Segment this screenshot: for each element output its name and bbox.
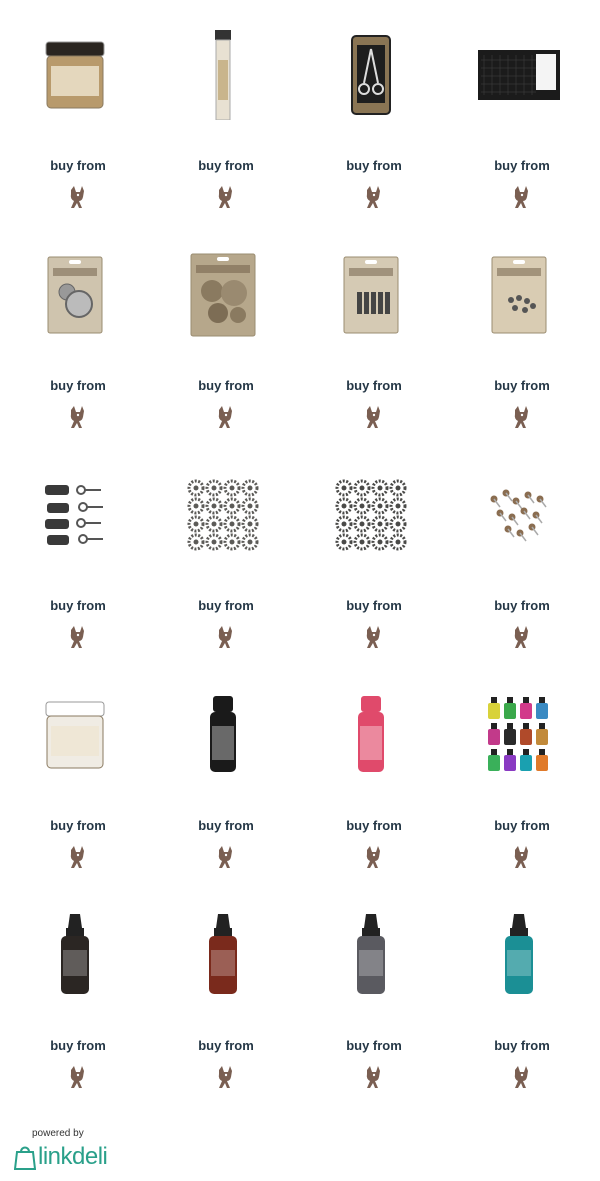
buy-from-link[interactable]: buy from <box>346 818 402 833</box>
product-card <box>296 880 444 1100</box>
dog-shop-icon[interactable] <box>214 406 236 430</box>
buy-from-link[interactable]: buy from <box>494 158 550 173</box>
dog-shop-icon[interactable] <box>510 626 532 650</box>
buy-from-link[interactable]: buy from <box>346 598 402 613</box>
product-image[interactable] <box>316 460 426 570</box>
product-card <box>296 0 444 220</box>
product-card <box>0 880 148 1100</box>
buy-from-link[interactable]: buy from <box>494 378 550 393</box>
dog-shop-icon[interactable] <box>362 186 384 210</box>
linkdeli-logo[interactable] <box>14 1143 134 1171</box>
buy-from-link[interactable]: buy from <box>346 158 402 173</box>
buy-from-link[interactable]: buy from <box>50 158 106 173</box>
product-row <box>0 220 600 440</box>
product-card <box>148 880 296 1100</box>
product-image[interactable] <box>316 680 426 790</box>
powered-by-label: powered by <box>32 1128 84 1139</box>
buy-from-link[interactable]: buy from <box>494 818 550 833</box>
product-row <box>0 440 600 660</box>
dog-shop-icon[interactable] <box>362 406 384 430</box>
product-image[interactable] <box>20 460 130 570</box>
product-card <box>0 660 148 880</box>
dog-shop-icon[interactable] <box>66 186 88 210</box>
product-card <box>444 220 592 440</box>
buy-from-link[interactable]: buy from <box>50 378 106 393</box>
dog-shop-icon[interactable] <box>214 626 236 650</box>
product-image[interactable] <box>316 240 426 350</box>
product-card <box>444 440 592 660</box>
product-card <box>296 660 444 880</box>
dog-shop-icon[interactable] <box>66 626 88 650</box>
product-image[interactable] <box>168 900 278 1010</box>
product-card <box>148 660 296 880</box>
product-image[interactable] <box>464 460 574 570</box>
brand-name: linkdeli <box>38 1143 108 1170</box>
dog-shop-icon[interactable] <box>214 1066 236 1090</box>
dog-shop-icon[interactable] <box>510 406 532 430</box>
product-image[interactable] <box>464 680 574 790</box>
product-image[interactable] <box>168 680 278 790</box>
buy-from-link[interactable]: buy from <box>346 1038 402 1053</box>
product-card <box>0 440 148 660</box>
dog-shop-icon[interactable] <box>66 1066 88 1090</box>
product-card <box>148 220 296 440</box>
product-image[interactable] <box>168 240 278 350</box>
product-image[interactable] <box>464 900 574 1010</box>
product-image[interactable] <box>20 240 130 350</box>
buy-from-link[interactable]: buy from <box>198 818 254 833</box>
product-image[interactable] <box>20 680 130 790</box>
dog-shop-icon[interactable] <box>510 186 532 210</box>
buy-from-link[interactable]: buy from <box>50 818 106 833</box>
dog-shop-icon[interactable] <box>214 186 236 210</box>
dog-shop-icon[interactable] <box>362 626 384 650</box>
product-card <box>296 220 444 440</box>
dog-shop-icon[interactable] <box>66 846 88 870</box>
product-image[interactable] <box>464 240 574 350</box>
dog-shop-icon[interactable] <box>362 1066 384 1090</box>
buy-from-link[interactable]: buy from <box>494 1038 550 1053</box>
product-image[interactable] <box>168 20 278 130</box>
dog-shop-icon[interactable] <box>510 846 532 870</box>
shopping-bag-icon <box>14 1144 36 1170</box>
buy-from-link[interactable]: buy from <box>198 378 254 393</box>
product-card <box>0 220 148 440</box>
buy-from-link[interactable]: buy from <box>198 158 254 173</box>
dog-shop-icon[interactable] <box>66 406 88 430</box>
product-card <box>444 880 592 1100</box>
product-card <box>444 0 592 220</box>
buy-from-link[interactable]: buy from <box>198 1038 254 1053</box>
powered-by-footer[interactable] <box>14 1128 134 1178</box>
product-image[interactable] <box>464 20 574 130</box>
dog-shop-icon[interactable] <box>214 846 236 870</box>
dog-shop-icon[interactable] <box>362 846 384 870</box>
product-card <box>148 440 296 660</box>
product-card <box>444 660 592 880</box>
product-row <box>0 0 600 220</box>
dog-shop-icon[interactable] <box>510 1066 532 1090</box>
product-image[interactable] <box>20 900 130 1010</box>
buy-from-link[interactable]: buy from <box>198 598 254 613</box>
buy-from-link[interactable]: buy from <box>346 378 402 393</box>
product-image[interactable] <box>168 460 278 570</box>
product-image[interactable] <box>316 20 426 130</box>
product-card <box>0 0 148 220</box>
product-row <box>0 880 600 1100</box>
product-row <box>0 660 600 880</box>
buy-from-link[interactable]: buy from <box>494 598 550 613</box>
product-image[interactable] <box>20 20 130 130</box>
buy-from-link[interactable]: buy from <box>50 598 106 613</box>
product-card <box>148 0 296 220</box>
product-image[interactable] <box>316 900 426 1010</box>
buy-from-link[interactable]: buy from <box>50 1038 106 1053</box>
product-card <box>296 440 444 660</box>
